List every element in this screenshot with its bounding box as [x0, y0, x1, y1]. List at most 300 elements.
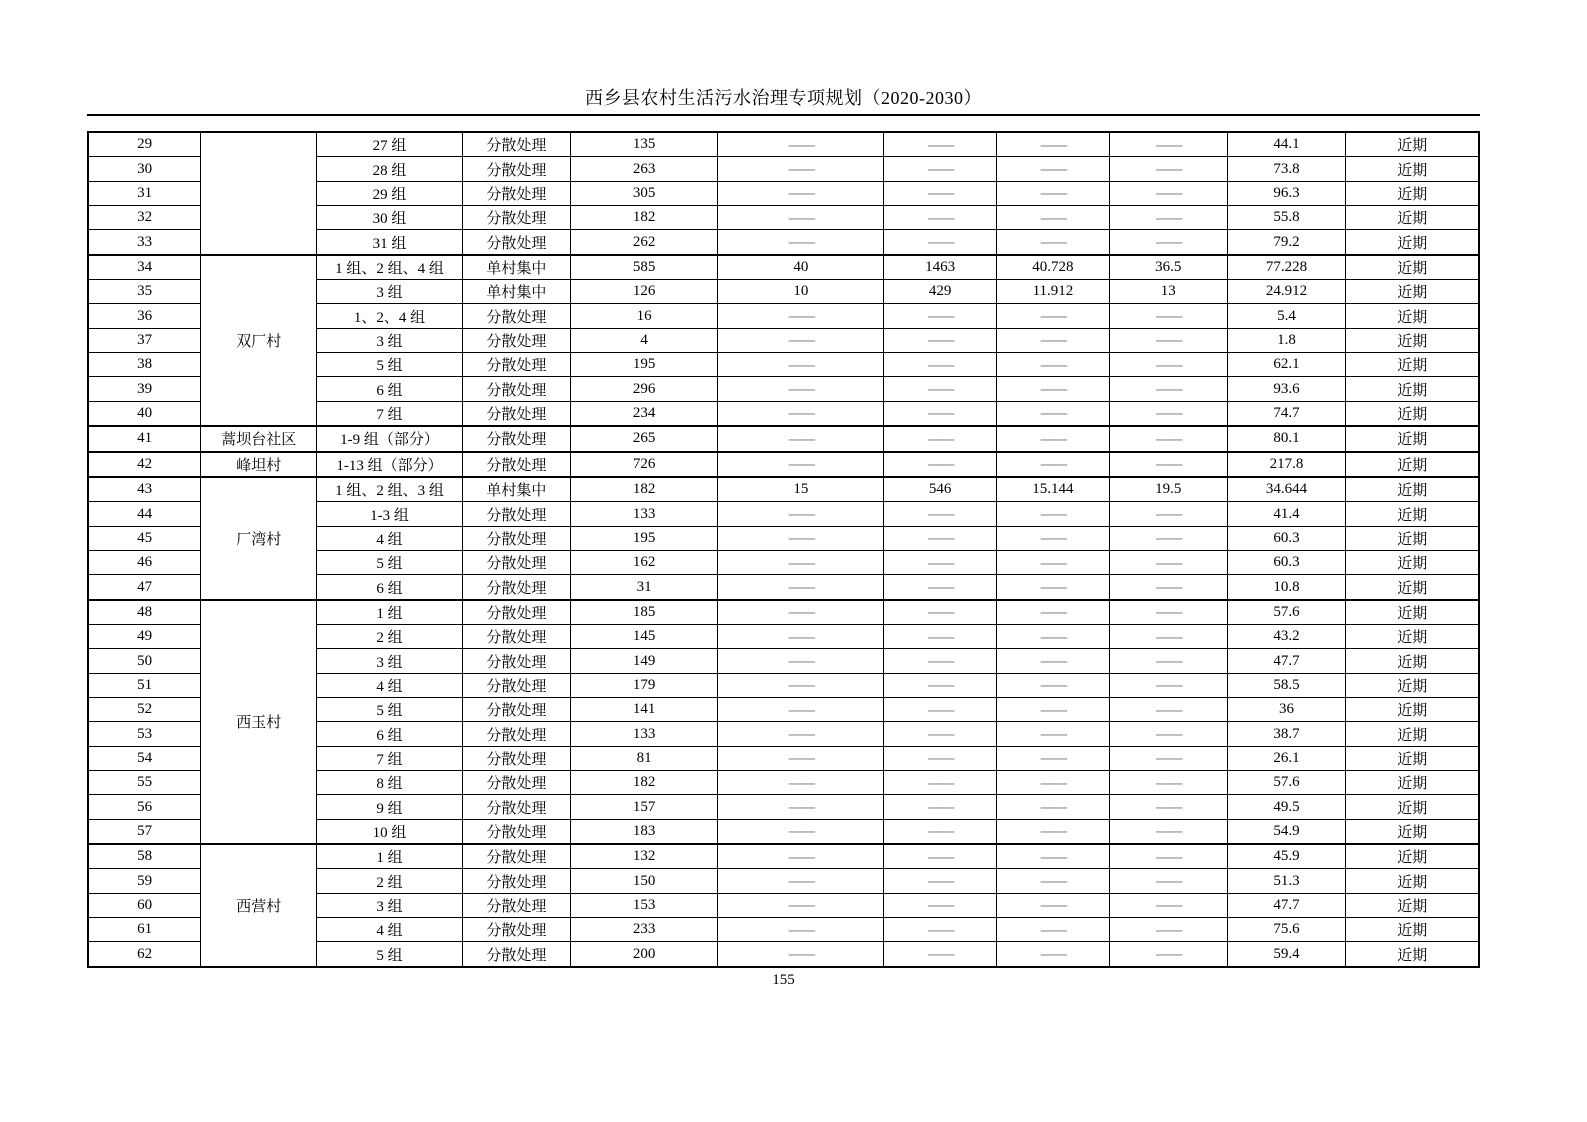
cell-investment: 43.2 — [1227, 625, 1346, 649]
cell-row-number: 35 — [88, 280, 201, 304]
cell-col8: 11.912 — [997, 280, 1110, 304]
cell-investment: 74.7 — [1227, 401, 1346, 426]
cell-population: 149 — [570, 649, 718, 673]
cell-col8: —— — [997, 869, 1110, 893]
cell-phase: 近期 — [1346, 132, 1479, 157]
cell-col9: —— — [1109, 181, 1227, 205]
cell-treatment-mode: 分散处理 — [462, 377, 570, 401]
cell-row-number: 37 — [88, 328, 201, 352]
cell-row-number: 40 — [88, 401, 201, 426]
cell-col7: —— — [884, 304, 997, 328]
cell-row-number: 52 — [88, 698, 201, 722]
cell-row-number: 49 — [88, 625, 201, 649]
cell-row-number: 51 — [88, 673, 201, 697]
cell-col7: —— — [884, 328, 997, 352]
cell-col7: —— — [884, 844, 997, 869]
cell-population: 183 — [570, 819, 718, 844]
cell-col7: —— — [884, 401, 997, 426]
cell-col9: —— — [1109, 230, 1227, 255]
cell-group: 7 组 — [317, 401, 463, 426]
cell-col9: —— — [1109, 844, 1227, 869]
cell-phase: 近期 — [1346, 206, 1479, 230]
cell-phase: 近期 — [1346, 426, 1479, 451]
cell-investment: 93.6 — [1227, 377, 1346, 401]
cell-treatment-mode: 分散处理 — [462, 401, 570, 426]
cell-col8: —— — [997, 132, 1110, 157]
cell-phase: 近期 — [1346, 255, 1479, 280]
cell-row-number: 32 — [88, 206, 201, 230]
cell-col9: —— — [1109, 526, 1227, 550]
cell-treatment-mode: 分散处理 — [462, 746, 570, 770]
cell-phase: 近期 — [1346, 869, 1479, 893]
cell-col9: —— — [1109, 157, 1227, 181]
cell-col7: —— — [884, 942, 997, 967]
cell-group: 1 组 — [317, 600, 463, 625]
cell-phase: 近期 — [1346, 502, 1479, 526]
cell-col8: —— — [997, 746, 1110, 770]
cell-investment: 60.3 — [1227, 551, 1346, 575]
table-body — [88, 132, 1479, 967]
cell-col7: 546 — [884, 477, 997, 502]
cell-col8: —— — [997, 181, 1110, 205]
cell-col8: —— — [997, 452, 1110, 477]
cell-group: 2 组 — [317, 625, 463, 649]
cell-population: 182 — [570, 477, 718, 502]
cell-col9: —— — [1109, 132, 1227, 157]
cell-col8: —— — [997, 377, 1110, 401]
cell-col7: —— — [884, 673, 997, 697]
cell-treatment-mode: 分散处理 — [462, 673, 570, 697]
cell-row-number: 57 — [88, 819, 201, 844]
cell-col8: —— — [997, 722, 1110, 746]
cell-phase: 近期 — [1346, 795, 1479, 819]
cell-col6: —— — [718, 600, 884, 625]
cell-investment: 26.1 — [1227, 746, 1346, 770]
cell-col6: —— — [718, 746, 884, 770]
table-row — [88, 844, 1479, 869]
cell-col6: —— — [718, 426, 884, 451]
cell-investment: 62.1 — [1227, 353, 1346, 377]
cell-col9: —— — [1109, 918, 1227, 942]
cell-investment: 217.8 — [1227, 452, 1346, 477]
cell-col8: —— — [997, 401, 1110, 426]
cell-treatment-mode: 分散处理 — [462, 771, 570, 795]
cell-group: 6 组 — [317, 377, 463, 401]
cell-investment: 34.644 — [1227, 477, 1346, 502]
cell-investment: 24.912 — [1227, 280, 1346, 304]
cell-group: 4 组 — [317, 526, 463, 550]
cell-investment: 57.6 — [1227, 771, 1346, 795]
cell-col7: —— — [884, 746, 997, 770]
cell-col7: —— — [884, 526, 997, 550]
cell-col7: —— — [884, 452, 997, 477]
cell-phase: 近期 — [1346, 819, 1479, 844]
cell-col7: —— — [884, 353, 997, 377]
cell-village-name: 峰坦村 — [201, 452, 317, 477]
cell-population: 726 — [570, 452, 718, 477]
cell-treatment-mode: 分散处理 — [462, 795, 570, 819]
cell-treatment-mode: 分散处理 — [462, 157, 570, 181]
cell-col7: —— — [884, 575, 997, 600]
cell-col9: —— — [1109, 551, 1227, 575]
cell-phase: 近期 — [1346, 575, 1479, 600]
cell-phase: 近期 — [1346, 328, 1479, 352]
cell-phase: 近期 — [1346, 353, 1479, 377]
cell-col7: —— — [884, 918, 997, 942]
cell-group: 5 组 — [317, 942, 463, 967]
cell-group: 4 组 — [317, 673, 463, 697]
cell-investment: 47.7 — [1227, 649, 1346, 673]
cell-col8: —— — [997, 649, 1110, 673]
cell-col8: —— — [997, 918, 1110, 942]
cell-phase: 近期 — [1346, 673, 1479, 697]
cell-col8: —— — [997, 698, 1110, 722]
cell-row-number: 31 — [88, 181, 201, 205]
cell-row-number: 47 — [88, 575, 201, 600]
cell-treatment-mode: 单村集中 — [462, 255, 570, 280]
cell-row-number: 41 — [88, 426, 201, 451]
cell-investment: 5.4 — [1227, 304, 1346, 328]
cell-phase: 近期 — [1346, 918, 1479, 942]
cell-investment: 58.5 — [1227, 673, 1346, 697]
cell-investment: 77.228 — [1227, 255, 1346, 280]
cell-col6: —— — [718, 377, 884, 401]
cell-treatment-mode: 单村集中 — [462, 477, 570, 502]
cell-col8: —— — [997, 551, 1110, 575]
cell-col6: —— — [718, 353, 884, 377]
cell-row-number: 56 — [88, 795, 201, 819]
cell-phase: 近期 — [1346, 526, 1479, 550]
cell-group: 27 组 — [317, 132, 463, 157]
cell-col7: —— — [884, 698, 997, 722]
cell-col7: —— — [884, 377, 997, 401]
cell-population: 135 — [570, 132, 718, 157]
cell-population: 200 — [570, 942, 718, 967]
cell-col6: —— — [718, 328, 884, 352]
cell-population: 145 — [570, 625, 718, 649]
cell-population: 16 — [570, 304, 718, 328]
cell-population: 150 — [570, 869, 718, 893]
cell-population: 126 — [570, 280, 718, 304]
cell-group: 29 组 — [317, 181, 463, 205]
cell-investment: 54.9 — [1227, 819, 1346, 844]
cell-col6: —— — [718, 673, 884, 697]
cell-col7: —— — [884, 625, 997, 649]
cell-investment: 10.8 — [1227, 575, 1346, 600]
cell-population: 133 — [570, 502, 718, 526]
cell-investment: 57.6 — [1227, 600, 1346, 625]
cell-treatment-mode: 分散处理 — [462, 893, 570, 917]
cell-population: 195 — [570, 526, 718, 550]
cell-col7: —— — [884, 819, 997, 844]
cell-treatment-mode: 分散处理 — [462, 353, 570, 377]
cell-row-number: 36 — [88, 304, 201, 328]
page-number: 155 — [772, 972, 795, 988]
cell-col9: —— — [1109, 771, 1227, 795]
cell-treatment-mode: 分散处理 — [462, 649, 570, 673]
cell-col7: 429 — [884, 280, 997, 304]
cell-col7: —— — [884, 502, 997, 526]
cell-col6: —— — [718, 625, 884, 649]
cell-group: 5 组 — [317, 698, 463, 722]
cell-investment: 80.1 — [1227, 426, 1346, 451]
cell-col9: —— — [1109, 353, 1227, 377]
cell-group: 28 组 — [317, 157, 463, 181]
cell-phase: 近期 — [1346, 181, 1479, 205]
cell-row-number: 48 — [88, 600, 201, 625]
cell-phase: 近期 — [1346, 771, 1479, 795]
cell-col6: —— — [718, 819, 884, 844]
cell-population: 162 — [570, 551, 718, 575]
cell-population: 4 — [570, 328, 718, 352]
cell-col6: —— — [718, 795, 884, 819]
cell-phase: 近期 — [1346, 698, 1479, 722]
cell-population: 133 — [570, 722, 718, 746]
cell-row-number: 44 — [88, 502, 201, 526]
cell-col6: —— — [718, 649, 884, 673]
cell-row-number: 39 — [88, 377, 201, 401]
cell-col6: 40 — [718, 255, 884, 280]
cell-col9: —— — [1109, 625, 1227, 649]
cell-population: 265 — [570, 426, 718, 451]
cell-col8: —— — [997, 206, 1110, 230]
cell-col8: —— — [997, 819, 1110, 844]
cell-population: 262 — [570, 230, 718, 255]
cell-investment: 44.1 — [1227, 132, 1346, 157]
cell-group: 1、2、4 组 — [317, 304, 463, 328]
cell-col9: 13 — [1109, 280, 1227, 304]
cell-row-number: 30 — [88, 157, 201, 181]
cell-row-number: 53 — [88, 722, 201, 746]
cell-treatment-mode: 分散处理 — [462, 452, 570, 477]
cell-group: 5 组 — [317, 551, 463, 575]
cell-population: 141 — [570, 698, 718, 722]
cell-investment: 1.8 — [1227, 328, 1346, 352]
cell-group: 2 组 — [317, 869, 463, 893]
cell-col7: —— — [884, 157, 997, 181]
cell-col9: —— — [1109, 206, 1227, 230]
cell-treatment-mode: 分散处理 — [462, 844, 570, 869]
cell-col8: —— — [997, 844, 1110, 869]
cell-population: 305 — [570, 181, 718, 205]
cell-col6: —— — [718, 132, 884, 157]
cell-population: 233 — [570, 918, 718, 942]
cell-col9: —— — [1109, 502, 1227, 526]
cell-treatment-mode: 单村集中 — [462, 280, 570, 304]
table-row — [88, 132, 1479, 157]
cell-investment: 59.4 — [1227, 942, 1346, 967]
cell-group: 1-13 组（部分） — [317, 452, 463, 477]
cell-treatment-mode: 分散处理 — [462, 722, 570, 746]
cell-row-number: 45 — [88, 526, 201, 550]
cell-col8: —— — [997, 575, 1110, 600]
cell-row-number: 54 — [88, 746, 201, 770]
cell-phase: 近期 — [1346, 230, 1479, 255]
cell-row-number: 34 — [88, 255, 201, 280]
cell-col6: —— — [718, 918, 884, 942]
cell-col6: —— — [718, 771, 884, 795]
cell-village-name — [201, 132, 317, 255]
cell-row-number: 29 — [88, 132, 201, 157]
cell-treatment-mode: 分散处理 — [462, 551, 570, 575]
cell-population: 182 — [570, 771, 718, 795]
cell-investment: 73.8 — [1227, 157, 1346, 181]
cell-village-name: 厂湾村 — [201, 477, 317, 600]
cell-investment: 79.2 — [1227, 230, 1346, 255]
cell-col7: —— — [884, 722, 997, 746]
table-row — [88, 600, 1479, 625]
cell-row-number: 58 — [88, 844, 201, 869]
cell-population: 179 — [570, 673, 718, 697]
cell-col6: —— — [718, 722, 884, 746]
cell-col8: —— — [997, 600, 1110, 625]
cell-phase: 近期 — [1346, 649, 1479, 673]
cell-population: 296 — [570, 377, 718, 401]
cell-village-name: 蒿坝台社区 — [201, 426, 317, 451]
cell-group: 1 组、2 组、4 组 — [317, 255, 463, 280]
cell-population: 182 — [570, 206, 718, 230]
cell-col6: —— — [718, 181, 884, 205]
cell-row-number: 61 — [88, 918, 201, 942]
cell-col7: —— — [884, 181, 997, 205]
cell-col9: —— — [1109, 452, 1227, 477]
cell-population: 263 — [570, 157, 718, 181]
cell-treatment-mode: 分散处理 — [462, 206, 570, 230]
cell-col9: —— — [1109, 819, 1227, 844]
cell-investment: 47.7 — [1227, 893, 1346, 917]
cell-col7: —— — [884, 230, 997, 255]
cell-col7: —— — [884, 893, 997, 917]
cell-row-number: 62 — [88, 942, 201, 967]
cell-col6: —— — [718, 157, 884, 181]
cell-col9: 36.5 — [1109, 255, 1227, 280]
cell-col7: —— — [884, 795, 997, 819]
cell-population: 185 — [570, 600, 718, 625]
cell-phase: 近期 — [1346, 477, 1479, 502]
cell-group: 1 组、2 组、3 组 — [317, 477, 463, 502]
cell-row-number: 33 — [88, 230, 201, 255]
cell-phase: 近期 — [1346, 893, 1479, 917]
cell-treatment-mode: 分散处理 — [462, 819, 570, 844]
cell-phase: 近期 — [1346, 377, 1479, 401]
cell-population: 195 — [570, 353, 718, 377]
cell-col9: —— — [1109, 698, 1227, 722]
cell-col6: —— — [718, 551, 884, 575]
cell-investment: 51.3 — [1227, 869, 1346, 893]
cell-treatment-mode: 分散处理 — [462, 698, 570, 722]
cell-investment: 60.3 — [1227, 526, 1346, 550]
cell-treatment-mode: 分散处理 — [462, 328, 570, 352]
cell-group: 7 组 — [317, 746, 463, 770]
cell-treatment-mode: 分散处理 — [462, 132, 570, 157]
cell-group: 6 组 — [317, 575, 463, 600]
cell-population: 585 — [570, 255, 718, 280]
cell-investment: 75.6 — [1227, 918, 1346, 942]
cell-group: 5 组 — [317, 353, 463, 377]
table-row — [88, 426, 1479, 451]
cell-row-number: 42 — [88, 452, 201, 477]
cell-village-name: 西玉村 — [201, 600, 317, 844]
cell-col6: —— — [718, 526, 884, 550]
cell-row-number: 38 — [88, 353, 201, 377]
cell-population: 31 — [570, 575, 718, 600]
cell-col8: —— — [997, 304, 1110, 328]
cell-col9: —— — [1109, 869, 1227, 893]
cell-col6: —— — [718, 844, 884, 869]
table-row — [88, 477, 1479, 502]
cell-treatment-mode: 分散处理 — [462, 600, 570, 625]
cell-row-number: 60 — [88, 893, 201, 917]
cell-col9: —— — [1109, 649, 1227, 673]
cell-group: 3 组 — [317, 280, 463, 304]
cell-treatment-mode: 分散处理 — [462, 869, 570, 893]
cell-col8: 40.728 — [997, 255, 1110, 280]
cell-phase: 近期 — [1346, 280, 1479, 304]
cell-row-number: 55 — [88, 771, 201, 795]
cell-treatment-mode: 分散处理 — [462, 230, 570, 255]
cell-investment: 55.8 — [1227, 206, 1346, 230]
cell-col6: —— — [718, 869, 884, 893]
cell-col6: —— — [718, 575, 884, 600]
cell-col7: —— — [884, 206, 997, 230]
cell-col6: —— — [718, 502, 884, 526]
cell-treatment-mode: 分散处理 — [462, 575, 570, 600]
cell-treatment-mode: 分散处理 — [462, 304, 570, 328]
cell-col9: —— — [1109, 401, 1227, 426]
cell-col8: —— — [997, 157, 1110, 181]
cell-population: 157 — [570, 795, 718, 819]
cell-col7: —— — [884, 869, 997, 893]
cell-col9: —— — [1109, 600, 1227, 625]
cell-treatment-mode: 分散处理 — [462, 526, 570, 550]
cell-row-number: 43 — [88, 477, 201, 502]
cell-population: 234 — [570, 401, 718, 426]
cell-group: 31 组 — [317, 230, 463, 255]
cell-col8: —— — [997, 795, 1110, 819]
cell-col9: —— — [1109, 304, 1227, 328]
cell-group: 6 组 — [317, 722, 463, 746]
cell-population: 153 — [570, 893, 718, 917]
cell-row-number: 59 — [88, 869, 201, 893]
cell-col9: —— — [1109, 722, 1227, 746]
cell-col7: —— — [884, 551, 997, 575]
cell-col7: —— — [884, 132, 997, 157]
cell-group: 8 组 — [317, 771, 463, 795]
cell-treatment-mode: 分散处理 — [462, 918, 570, 942]
cell-group: 1-3 组 — [317, 502, 463, 526]
cell-col7: 1463 — [884, 255, 997, 280]
cell-col8: —— — [997, 942, 1110, 967]
cell-col7: —— — [884, 649, 997, 673]
cell-investment: 96.3 — [1227, 181, 1346, 205]
cell-village-name: 西营村 — [201, 844, 317, 967]
cell-col7: —— — [884, 771, 997, 795]
cell-col7: —— — [884, 426, 997, 451]
cell-treatment-mode: 分散处理 — [462, 625, 570, 649]
cell-col8: —— — [997, 353, 1110, 377]
cell-col9: —— — [1109, 893, 1227, 917]
cell-phase: 近期 — [1346, 401, 1479, 426]
cell-col9: 19.5 — [1109, 477, 1227, 502]
cell-col9: —— — [1109, 942, 1227, 967]
cell-phase: 近期 — [1346, 746, 1479, 770]
cell-col6: —— — [718, 452, 884, 477]
cell-col8: —— — [997, 328, 1110, 352]
cell-group: 3 组 — [317, 328, 463, 352]
cell-col9: —— — [1109, 795, 1227, 819]
cell-col6: —— — [718, 230, 884, 255]
cell-group: 4 组 — [317, 918, 463, 942]
